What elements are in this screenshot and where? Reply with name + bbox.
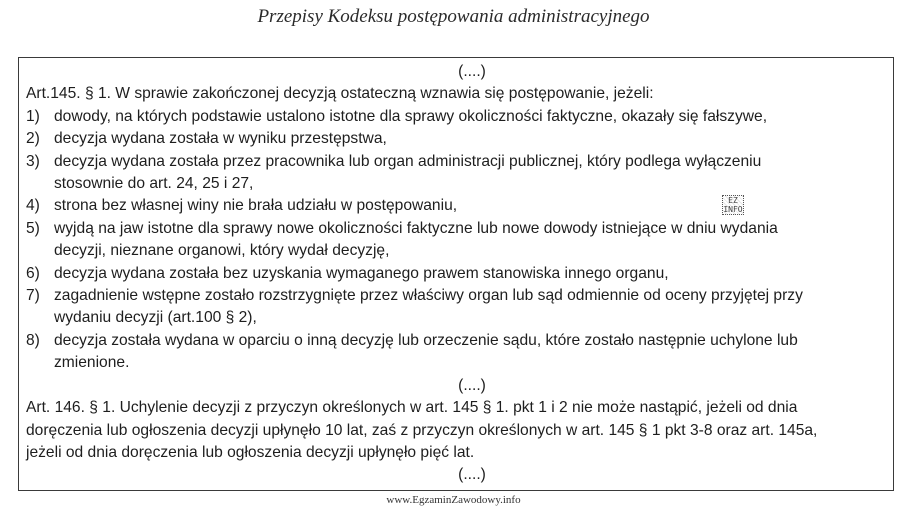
item-text — [54, 106, 888, 128]
art145-intro: Art.145. § 1. W sprawie zakończonej decyzją ostateczną wznawia się postępowanie, jeżeli: — [26, 85, 654, 103]
ellipsis-middle: (....) — [458, 376, 486, 394]
item-text — [54, 330, 888, 375]
art145-item-7 — [26, 285, 888, 330]
item-text — [54, 285, 888, 330]
ez-info-icon — [722, 195, 744, 215]
item-line: strona bez własnej winy nie brała udziału w postępowaniu, — [54, 197, 458, 215]
item-text — [54, 218, 888, 263]
item-text — [54, 151, 888, 196]
document-body — [26, 61, 888, 487]
footer-site-url: www.EgzaminZawodowy.info — [386, 494, 521, 506]
art145-item-2 — [26, 128, 888, 150]
art145-item-8 — [26, 330, 888, 375]
page-title: Przepisy Kodeksu postępowania administracyjnego — [257, 6, 650, 27]
item-text — [54, 263, 888, 285]
item-line: wyjdą na jaw istotne dla sprawy nowe okoliczności faktyczne lub nowe dowody istniejące w dniu wydania — [54, 219, 778, 237]
item-number: 1) — [26, 107, 40, 125]
ez-icon-text-bottom: INFO — [723, 205, 743, 214]
ellipsis-bottom: (....) — [458, 466, 486, 484]
item-number: 6) — [26, 264, 40, 282]
ez-icon-text-top: EZ — [728, 196, 738, 205]
item-number: 4) — [26, 197, 40, 215]
item-line: zagadnienie wstępne zostało rozstrzygnięte przez właściwy organ lub sąd odmiennie od oceny przyjętej przy — [54, 287, 803, 305]
item-line: wydaniu decyzji (art.100 § 2), — [54, 309, 257, 327]
art145-item-5 — [26, 218, 888, 263]
art145-item-1 — [26, 106, 888, 128]
item-line: decyzja wydana została przez pracownika lub organ administracji publicznej, który podlega wyłączeniu — [54, 152, 762, 170]
art145-item-6 — [26, 263, 888, 285]
art145-item-4 — [26, 195, 888, 217]
item-line: stosownie do art. 24, 25 i 27, — [54, 175, 254, 193]
item-line: zmienione. — [54, 354, 130, 372]
art146-line: doręczenia lub ogłoszenia decyzji upłynęło 10 lat, zaś z przyczyn określonych w art. 145 § 1 pkt 3-8 oraz art. 145a, — [26, 421, 818, 439]
item-number: 7) — [26, 287, 40, 305]
item-text — [54, 128, 888, 150]
item-line: dowody, na których podstawie ustalono istotne dla sprawy okoliczności faktyczne, okazały się fałszywe, — [54, 107, 768, 125]
item-line: decyzji, nieznane organowi, który wydał decyzję, — [54, 242, 390, 260]
art146-line: jeżeli od dnia doręczenia lub ogłoszenia decyzji upłynęło pięć lat. — [26, 443, 475, 461]
item-line: decyzja została wydana w oparciu o inną decyzję lub orzeczenie sądu, które zostało następnie uchylone lub — [54, 331, 798, 349]
item-number: 5) — [26, 219, 40, 237]
art145-item-3 — [26, 151, 888, 196]
item-line: decyzja wydana została w wyniku przestępstwa, — [54, 130, 387, 148]
item-number: 2) — [26, 130, 40, 148]
item-text — [54, 195, 888, 217]
item-number: 3) — [26, 152, 40, 170]
item-number: 8) — [26, 331, 40, 349]
art146-line: Art. 146. § 1. Uchylenie decyzji z przyczyn określonych w art. 145 § 1. pkt 1 i 2 nie może nastąpić, jeżeli od dnia — [26, 399, 798, 417]
ellipsis-top: (....) — [458, 63, 486, 80]
item-line: decyzja wydana została bez uzyskania wymaganego prawem stanowiska innego organu, — [54, 264, 669, 282]
